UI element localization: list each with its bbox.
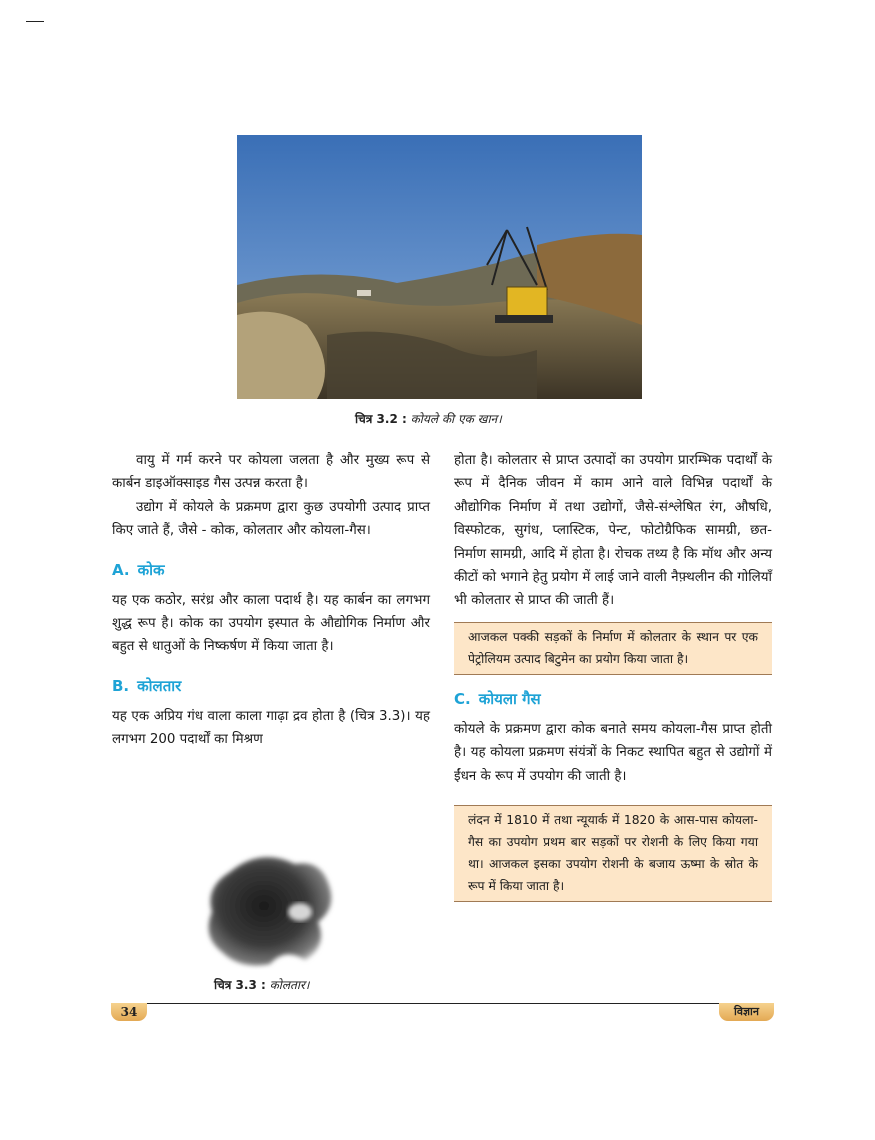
paragraph: यह एक अप्रिय गंध वाला काला गाढ़ा द्रव होता है (चित्र 3.3)। यह लगभग 200 पदार्थों का मिश्रण xyxy=(112,708,430,748)
page-number: 34 xyxy=(111,1003,147,1021)
section-title: कोयला गैस xyxy=(478,689,541,708)
section-heading-coal-gas xyxy=(454,689,772,709)
figure-label: चित्र 3.2 : xyxy=(355,412,407,426)
coal-mine-photo xyxy=(237,135,642,399)
figure-label: चित्र 3.3 : xyxy=(214,978,266,992)
section-letter: C. xyxy=(454,689,471,708)
right-column xyxy=(454,449,772,902)
section-heading-coal-tar xyxy=(112,676,430,696)
left-column xyxy=(112,449,430,752)
figure-3-2-caption xyxy=(355,410,502,427)
section-letter: B. xyxy=(112,676,130,695)
figure-3-3-caption xyxy=(214,976,309,993)
paragraph: वायु में गर्म करने पर कोयला जलता है और मुख्य रूप से कार्बन डाइऑक्साइड गैस उत्पन्न करता है। xyxy=(112,453,430,492)
section-heading-coke xyxy=(112,560,430,580)
crop-mark xyxy=(26,21,44,22)
figure-text: कोयले की एक खान। xyxy=(410,412,502,426)
section-title: कोलतार xyxy=(137,676,182,695)
paragraph: उद्योग में कोयले के प्रक्रमण द्वारा कुछ उपयोगी उत्पाद प्राप्त किए जाते हैं, जैसे - कोक, कोलतार और कोयला-गैस। xyxy=(112,499,430,539)
note-box-history: लंदन में 1810 में तथा न्यूयार्क में 1820 के आस-पास कोयला-गैस का उपयोग प्रथम बार सड़कों पर रोशनी के लिए किया गया था। आजकल इसका उपयोग रोशनी के बजाय ऊष्मा के स्रोत के रूप में किया जाता है। xyxy=(454,805,772,902)
footer-rule xyxy=(112,1003,772,1004)
figure-text: कोलतार। xyxy=(269,978,310,992)
paragraph: यह एक कठोर, सरंध्र और काला पदार्थ है। यह कार्बन का लगभग शुद्ध रूप है। कोक का उपयोग इस्पात के औद्योगिक निर्माण और बहुत से धातुओं के निष्कर्षण में किया जाता है। xyxy=(112,592,430,655)
paragraph: कोयले के प्रक्रमण द्वारा कोक बनाते समय कोयला-गैस प्राप्त होती है। यह कोयला प्रक्रमण संयंत्रों के निकट स्थापित बहुत से उद्योगों में ईंधन के रूप में उपयोग की जाती है। xyxy=(454,721,772,784)
section-letter: A. xyxy=(112,560,130,579)
section-title: कोक xyxy=(137,560,165,579)
note-box-bitumen: आजकल पक्की सड़कों के निर्माण में कोलतार के स्थान पर एक पेट्रोलियम उत्पाद बिटुमेन का प्रयोग किया जाता है। xyxy=(454,622,772,675)
paragraph: होता है। कोलतार से प्राप्त उत्पादों का उपयोग प्रारम्भिक पदार्थों के रूप में दैनिक जीवन में काम आने वाले विभिन्न पदार्थों के औद्योगिक निर्माण में तथा उद्योगों, जैसे-संश्लेषित रंग, औषधि, विस्फोटक, सुगंध, प्लास्टिक, पेन्ट, फोटोग्रैफिक सामग्री, छत-निर्माण सामग्री, आदि में होता है। रोचक तथ्य है कि मॉथ और अन्य कीटों को भगाने हेतु प्रयोग में लाई जाने वाली नैफ़्थलीन की गोलियाँ भी कोलतार से प्राप्त की जाती हैं। xyxy=(454,453,772,609)
book-name: विज्ञान xyxy=(719,1003,774,1021)
coal-tar-blob xyxy=(200,852,340,970)
